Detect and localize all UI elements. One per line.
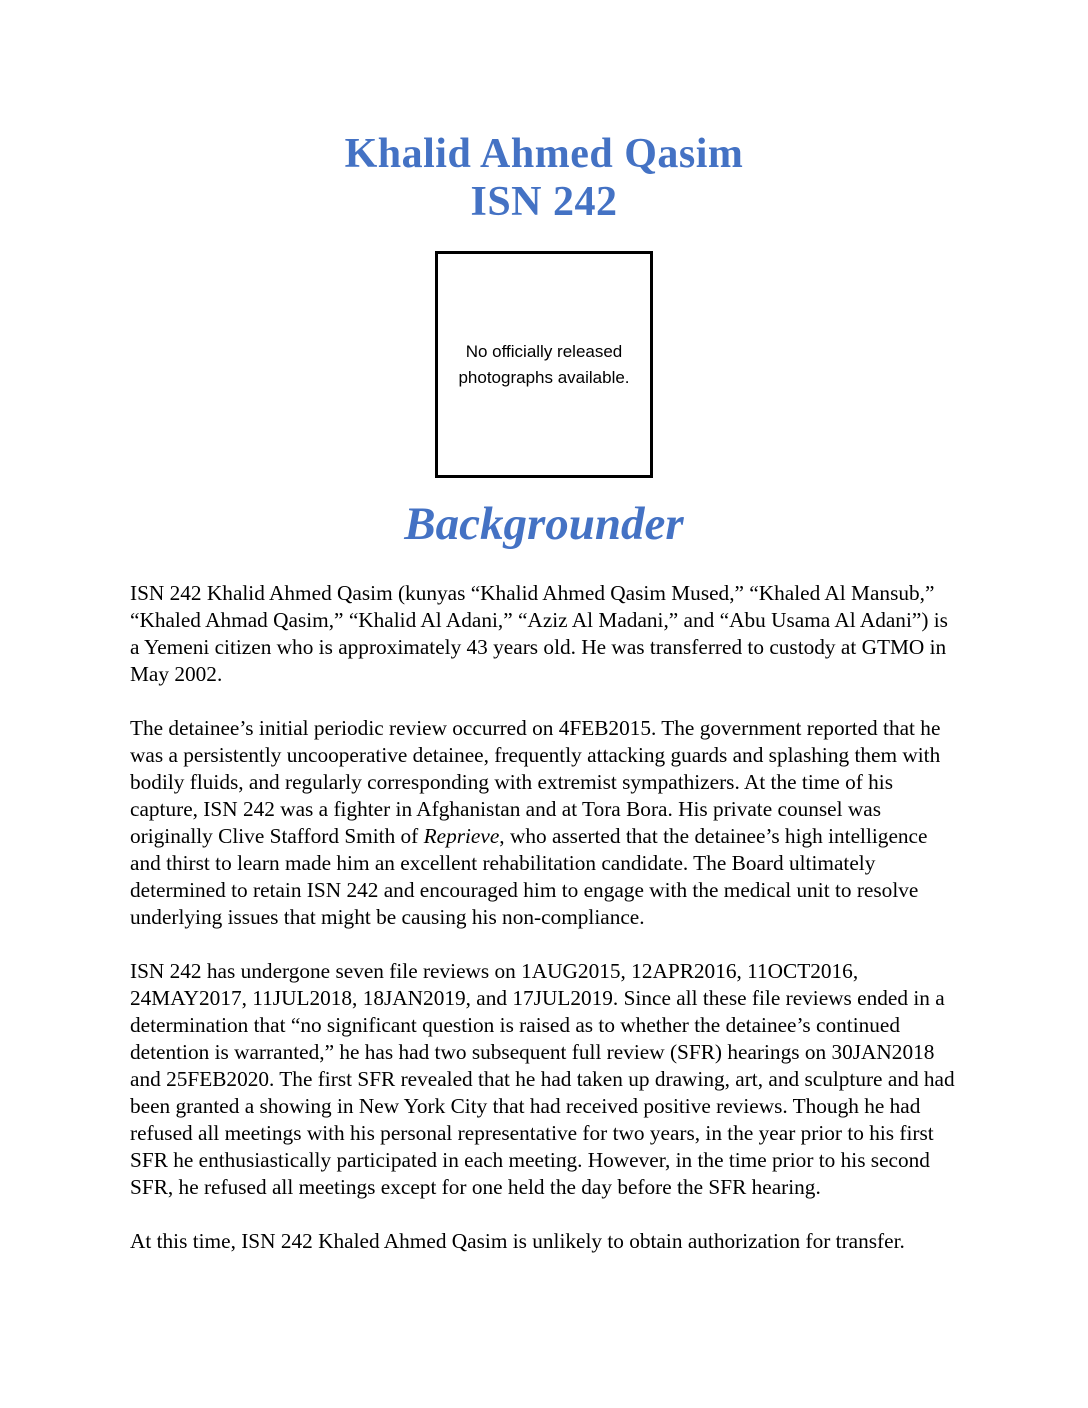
document-body [130, 580, 958, 1255]
photo-placeholder-line-1: No officially released [465, 341, 623, 361]
section-heading-backgrounder: Backgrounder [404, 498, 684, 550]
reprieve-org-name-italic: Reprieve [423, 824, 500, 848]
paragraph-overview: ISN 242 Khalid Ahmed Qasim (kunyas “Khalid Ahmed Qasim Mused,” “Khaled Al Mansub,” “Khaled Ahmad Qasim,” “Khalid Al Adani,” “Aziz Al Madani,” and “Abu Usama Al Adani”) is a Yemeni citizen who is approximately 43 years old. He was transferred to custody at GTMO in May 2002. [130, 581, 948, 686]
photo-placeholder-box [435, 251, 653, 478]
paragraph-initial-review [130, 715, 958, 931]
paragraph-file-reviews: ISN 242 has undergone seven file reviews on 1AUG2015, 12APR2016, 11OCT2016, 24MAY2017, 11JUL2018, 18JAN2019, and 17JUL2019. Since all these file reviews ended in a determination that “no significant question is raised as to whether the detainee’s continued detention is warranted,” he has had two subsequent full review (SFR) hearings on 30JAN2018 and 25FEB2020. The first SFR revealed that he had taken up drawing, art, and sculpture and had been granted a showing in New York City that had received positive reviews. Though he had refused all meetings with his personal representative for two years, in the year prior to his first SFR he enthusiastically participated in each meeting. However, in the time prior to his second SFR, he refused all meetings except for one held the day before the SFR hearing. [130, 959, 955, 1199]
photo-placeholder-text [458, 339, 629, 391]
document-title [0, 130, 1088, 226]
paragraph-initial-review-text-after: , who asserted that the detainee’s high intelligence and thirst to learn made him an excellent rehabilitation candidate. The Board ultimately determined to retain ISN 242 and encouraged him to engage with the medical unit to resolve underlying issues that might be causing his non-compliance. [130, 824, 928, 929]
paragraph-initial-review-text-before: The detainee’s initial periodic review occurred on 4FEB2015. The government reported that he was a persistently uncooperative detainee, frequently attacking guards and splashing them with bodily fluids, and regularly corresponding with extremist sympathizers. At the time of his capture, ISN 242 was a fighter in Afghanistan and at Tora Bora. His private counsel was originally Clive Stafford Smith of [130, 716, 941, 848]
detainee-name-title: Khalid Ahmed Qasim [344, 131, 744, 177]
detainee-isn-title: ISN 242 [470, 179, 618, 225]
photo-placeholder-line-2: photographs available. [458, 367, 630, 387]
paragraph-conclusion: At this time, ISN 242 Khaled Ahmed Qasim is unlikely to obtain authorization for transfer. [130, 1229, 905, 1253]
